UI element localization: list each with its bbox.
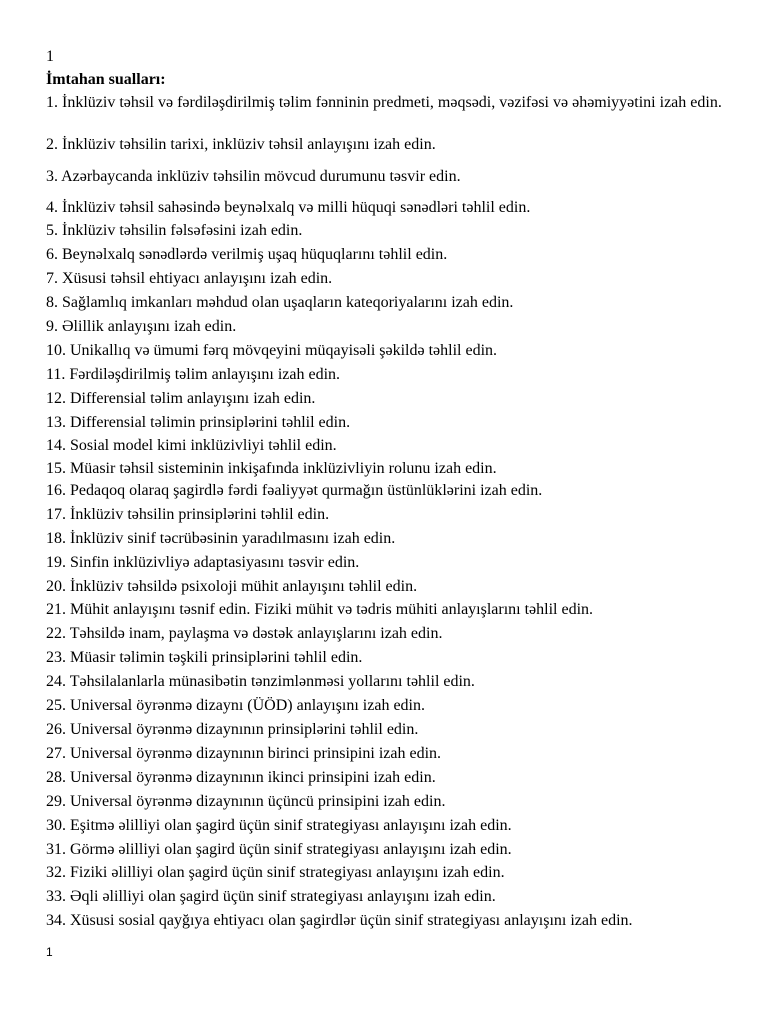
question-21: 21. Mühit anlayışını təsnif edin. Fiziki mühit və tədris mühiti anlayışlarını təhlil edin. <box>46 601 594 618</box>
question-18: 18. İnklüziv sinif təcrübəsinin yaradılmasını izah edin. <box>46 530 396 547</box>
question-28: 28. Universal öyrənmə dizaynının ikinci prinsipini izah edin. <box>46 769 436 786</box>
page-number-top: 1 <box>46 48 54 65</box>
question-29: 29. Universal öyrənmə dizaynının üçüncü prinsipini izah edin. <box>46 793 446 810</box>
question-13: 13. Differensial təlimin prinsiplərini təhlil edin. <box>46 414 351 431</box>
question-6: 6. Beynəlxalq sənədlərdə verilmiş uşaq hüquqlarını təhlil edin. <box>46 246 448 263</box>
page-title: İmtahan sualları: <box>46 71 166 88</box>
question-23: 23. Müasir təlimin təşkili prinsiplərini təhlil edin. <box>46 649 363 666</box>
question-12: 12. Differensial təlim anlayışını izah edin. <box>46 390 316 407</box>
question-30: 30. Eşitmə əlilliyi olan şagird üçün sinif strategiyası anlayışını izah edin. <box>46 817 512 834</box>
question-26: 26. Universal öyrənmə dizaynının prinsiplərini təhlil edin. <box>46 721 419 738</box>
question-27: 27. Universal öyrənmə dizaynının birinci prinsipini izah edin. <box>46 745 442 762</box>
question-8: 8. Sağlamlıq imkanları məhdud olan uşaqların kateqoriyalarını izah edin. <box>46 294 514 311</box>
question-11: 11. Fərdiləşdirilmiş təlim anlayışını izah edin. <box>46 366 341 383</box>
question-5: 5. İnklüziv təhsilin fəlsəfəsini izah edin. <box>46 222 303 239</box>
question-9: 9. Əlillik anlayışını izah edin. <box>46 318 237 335</box>
question-32: 32. Fiziki əlilliyi olan şagird üçün sinif strategiyası anlayışını izah edin. <box>46 864 505 881</box>
question-1: 1. İnklüziv təhsil və fərdiləşdirilmiş təlim fənninin predmeti, məqsədi, vəzifəsi və əhəmiyyətini izah edin. <box>46 94 722 111</box>
question-15: 15. Müasir təhsil sisteminin inkişafında inklüzivliyin rolunu izah edin. <box>46 460 497 477</box>
question-31: 31. Görmə əlilliyi olan şagird üçün sinif strategiyası anlayışını izah edin. <box>46 841 512 858</box>
question-17: 17. İnklüziv təhsilin prinsiplərini təhlil edin. <box>46 506 330 523</box>
question-16: 16. Pedaqoq olaraq şagirdlə fərdi fəaliyyət qurmağın üstünlüklərini izah edin. <box>46 482 543 499</box>
question-7: 7. Xüsusi təhsil ehtiyacı anlayışını izah edin. <box>46 270 333 287</box>
question-34: 34. Xüsusi sosial qayğıya ehtiyacı olan şagirdlər üçün sinif strategiyası anlayışını izah edin. <box>46 912 633 929</box>
question-3: 3. Azərbaycanda inklüziv təhsilin mövcud durumunu təsvir edin. <box>46 168 461 185</box>
question-10: 10. Unikallıq və ümumi fərq mövqeyini müqayisəli şəkildə təhlil edin. <box>46 342 498 359</box>
question-22: 22. Təhsildə inam, paylaşma və dəstək anlayışlarını izah edin. <box>46 625 443 642</box>
question-19: 19. Sinfin inklüzivliyə adaptasiyasını təsvir edin. <box>46 554 360 571</box>
question-33: 33. Əqli əlilliyi olan şagird üçün sinif strategiyası anlayışını izah edin. <box>46 888 496 905</box>
question-4: 4. İnklüziv təhsil sahəsində beynəlxalq və milli hüquqi sənədləri təhlil edin. <box>46 199 531 216</box>
question-2: 2. İnklüziv təhsilin tarixi, inklüziv təhsil anlayışını izah edin. <box>46 136 436 153</box>
question-24: 24. Təhsilalanlarla münasibətin tənzimlənməsi yollarını təhlil edin. <box>46 673 475 690</box>
question-20: 20. İnklüziv təhsildə psixoloji mühit anlayışını təhlil edin. <box>46 578 418 595</box>
question-25: 25. Universal öyrənmə dizaynı (ÜÖD) anlayışını izah edin. <box>46 697 425 714</box>
question-14: 14. Sosial model kimi inklüzivliyi təhlil edin. <box>46 437 337 454</box>
footer-page-number: 1 <box>46 945 53 959</box>
